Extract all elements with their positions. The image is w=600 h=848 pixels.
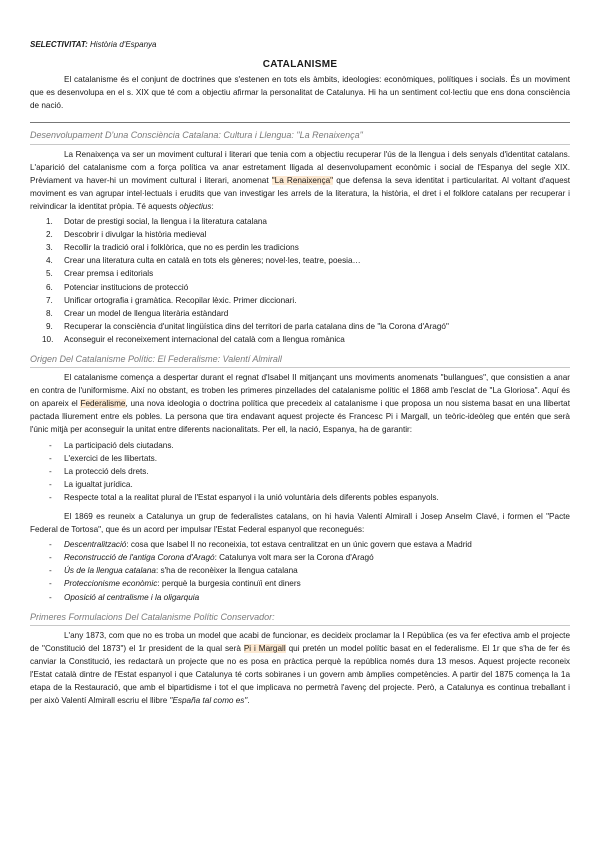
item-number: 5. bbox=[46, 269, 53, 279]
renaixenca-highlight: "La Renaixença" bbox=[271, 175, 334, 185]
subject-label: SELECTIVITAT: bbox=[30, 40, 88, 49]
document-title: CATALANISME bbox=[262, 59, 338, 71]
conservador-highlight: Pi i Margall bbox=[243, 643, 286, 653]
item-text: Aconseguir el reconeixement internacional del català com a llengua romànica bbox=[64, 334, 345, 344]
renaixenca-text-1: La Renaixença va ser un moviment cultural i literari que tenia com a objectiu recuperar l'ús de la llengua i dels senyals d'identitat catalans. L'aparició del catalanisme com a força política va anar estretament lligada al desenvolupament econòmic i social de l'Espanya del segle XIX. Prèviament va haver-hi un moviment cultural i literari, anomenat bbox=[30, 149, 570, 185]
item-text: Unificar ortografia i gramàtica. Recopilar lèxic. Primer diccionari. bbox=[64, 295, 297, 305]
conservador-text-1: L'any 1873, com que no es troba un model que acabi de funcionar, es decideix proclamar la I República (es va fer efectiva amb el projecte de "Constitució del 1873") el 1r president de la qual serà bbox=[30, 630, 570, 653]
objectius-word: objectius bbox=[179, 201, 212, 211]
item-text: Recuperar la consciència d'unitat lingüística dins del territori de parla catalana dins de "la Corona d'Aragó" bbox=[64, 321, 449, 331]
item-number: 6. bbox=[46, 282, 53, 292]
document-page bbox=[30, 38, 570, 707]
dash-bullet: - bbox=[49, 479, 52, 489]
list-item bbox=[30, 591, 570, 604]
item-number: 2. bbox=[46, 230, 53, 240]
conservador-text-2: qui pretén un model polític basat en el federalisme. El 1r que s'ha de fer és canviar la Constitució, ies redactarà un projecte que no es posa en pràctica perquè la república només dura 13 mesos. Aquest projecte reconeix l'Estat català dintre de l'Estat espanyol i que Catalunya té corts sobiranes i un govern amb àmplies competències. A partir del 1875 comença la 1a etapa de la Restauració, que amb el bipartidisme i tot el que implicava no permetrà l'avenç del projecte. Però, a Catalunya es continua treballant i per això Valentí Almirall escriu el llibre bbox=[30, 643, 570, 706]
item-text: : cosa que Isabel II no reconeixia, tot estava centralitzat en un únic govern que estava a Madrid bbox=[126, 540, 472, 550]
list-item bbox=[30, 254, 570, 267]
item-term: Proteccionisme econòmic bbox=[64, 579, 158, 589]
item-text: Dotar de prestigi social, la llengua i la literatura catalana bbox=[64, 217, 267, 227]
dash-bullet: - bbox=[49, 566, 52, 576]
item-text: Respecte total a la realitat plural de l'Estat espanyol i la unió voluntària dels diferents pobles espanyols. bbox=[64, 492, 439, 502]
federalisme-text-2: , una nova ideologia o doctrina política que precedeix al catalanisme i que proposa un nou sistema basat en una llibertat pactada lliurement entre els pobles. La persona que tira endavant aquest projecte és Francesc Pi i Margall, un teòric-ideòleg que entén que serà l'únic mitjà per aconseguir la unitat entre diferents nacionalitats. Per ell, la nació, Espanya, ha de garantir: bbox=[30, 399, 570, 435]
list-item bbox=[30, 228, 570, 241]
subject-name: Història d'Espanya bbox=[90, 40, 157, 49]
item-text: : s'ha de reconèixer la llengua catalana bbox=[155, 566, 298, 576]
dash-bullet: - bbox=[49, 540, 52, 550]
conservador-text-end: . bbox=[247, 696, 250, 706]
dash-bullet: - bbox=[49, 492, 52, 502]
item-number: 9. bbox=[46, 321, 53, 331]
item-number: 7. bbox=[46, 295, 53, 305]
item-text: : Catalunya volt mara ser la Corona d'Aragó bbox=[214, 553, 374, 563]
intro-paragraph: El catalanisme és el conjunt de doctrines que s'estenen en tots els àmbits, ideologies: econòmiques, polítiques i socials. És un moviment que es desenvolupa en el s. XIX que té com a objectiu afirmar la personalitat de Catalunya. Hi ha un sentiment col·lectiu que ens dona consciència de nació. bbox=[30, 75, 570, 111]
item-term: Descentralització bbox=[64, 540, 127, 550]
list-item bbox=[30, 491, 570, 504]
list-item bbox=[30, 267, 570, 280]
item-term: Oposició al centralisme i la oligarquia bbox=[64, 592, 200, 602]
dash-bullet: - bbox=[49, 553, 52, 563]
renaixenca-text-2: que defensa la seva identitat i particularitat. Al voltant d'aquest moviment es van agrupar intel·lectuals i erudits que van investigar les arrels de la literatura, la història, el dret i el folklore catalans per recuperar i reivindicar la identitat pròpia. Té aquests bbox=[30, 175, 570, 211]
item-text: Crear un model de llengua literària estàndard bbox=[64, 308, 229, 318]
federalisme-highlight: Federalisme bbox=[80, 399, 126, 409]
dash-bullet: - bbox=[49, 579, 52, 589]
section-heading-renaixenca: Desenvolupament D'una Consciència Catalana: Cultura i Llengua: "La Renaixença" bbox=[30, 129, 570, 144]
subject-header bbox=[30, 38, 570, 51]
renaixenca-text-end: : bbox=[211, 201, 214, 211]
recognitions-list bbox=[30, 538, 570, 603]
item-number: 8. bbox=[46, 308, 53, 318]
guarantees-list bbox=[30, 439, 570, 504]
conservador-paragraph bbox=[30, 629, 570, 708]
item-number: 4. bbox=[46, 256, 53, 266]
list-item bbox=[30, 294, 570, 307]
item-text: Crear una literatura culta en català en tots els gèneres; novel·les, teatre, poesia… bbox=[64, 256, 361, 266]
pacte-paragraph: El 1869 es reuneix a Catalunya un grup de federalistes catalans, on hi havia Valentí Almirall i Josep Anselm Clavé, i formen el "Pacte Federal de Tortosa", que és un acord per impulsar l'Estat Federal espanyol que reconegués: bbox=[30, 512, 570, 535]
item-number: 1. bbox=[46, 217, 53, 227]
list-item bbox=[30, 452, 570, 465]
objectives-list bbox=[30, 215, 570, 346]
dash-bullet: - bbox=[49, 440, 52, 450]
list-item bbox=[30, 307, 570, 320]
list-item bbox=[30, 320, 570, 333]
list-item bbox=[30, 465, 570, 478]
dash-bullet: - bbox=[49, 592, 52, 602]
item-number: 3. bbox=[46, 243, 53, 253]
item-text: La igualtat jurídica. bbox=[64, 479, 133, 489]
federalisme-text-1: El catalanisme comença a despertar durant el regnat d'Isabel II mitjançant uns moviments anomenats "bullangues", que consistien a anar en contra de l'uniformisme. Així no obstant, es troben les primeres pinzellades del catalanisme polític el 1868 amb l'esclat de "La Gloriosa". Aquí és on apareix el bbox=[30, 373, 570, 409]
federalisme-paragraph bbox=[30, 371, 570, 436]
item-term: Reconstrucció de l'antiga Corona d'Aragó bbox=[64, 553, 215, 563]
divider bbox=[30, 122, 570, 123]
list-item bbox=[30, 538, 570, 551]
dash-bullet: - bbox=[49, 453, 52, 463]
item-number: 10. bbox=[42, 334, 54, 344]
list-item bbox=[30, 333, 570, 346]
item-text: Potenciar institucions de protecció bbox=[64, 282, 189, 292]
item-text: Crear premsa i editorials bbox=[64, 269, 154, 279]
list-item bbox=[30, 551, 570, 564]
list-item bbox=[30, 241, 570, 254]
list-item bbox=[30, 478, 570, 491]
section-heading-federalisme: Origen Del Catalanisme Polític: El Federalisme: Valentí Almirall bbox=[30, 353, 570, 368]
item-text: La protecció dels drets. bbox=[64, 466, 149, 476]
item-text: L'exercici de les llibertats. bbox=[64, 453, 158, 463]
book-title: "España tal como es" bbox=[169, 696, 248, 706]
list-item bbox=[30, 281, 570, 294]
item-text: La participació dels ciutadans. bbox=[64, 440, 174, 450]
list-item bbox=[30, 439, 570, 452]
list-item bbox=[30, 215, 570, 228]
list-item bbox=[30, 564, 570, 577]
item-text: Recollir la tradició oral i folklòrica, que no es perdin les tradicions bbox=[64, 243, 299, 253]
list-item bbox=[30, 577, 570, 590]
renaixenca-paragraph bbox=[30, 148, 570, 213]
section-heading-conservador: Primeres Formulacions Del Catalanisme Polític Conservador: bbox=[30, 611, 570, 626]
item-text: : perquè la burgesia continuïi ent diners bbox=[157, 579, 301, 589]
dash-bullet: - bbox=[49, 466, 52, 476]
item-term: Ús de la llengua catalana bbox=[64, 566, 156, 576]
item-text: Descobrir i divulgar la història medieval bbox=[64, 230, 207, 240]
